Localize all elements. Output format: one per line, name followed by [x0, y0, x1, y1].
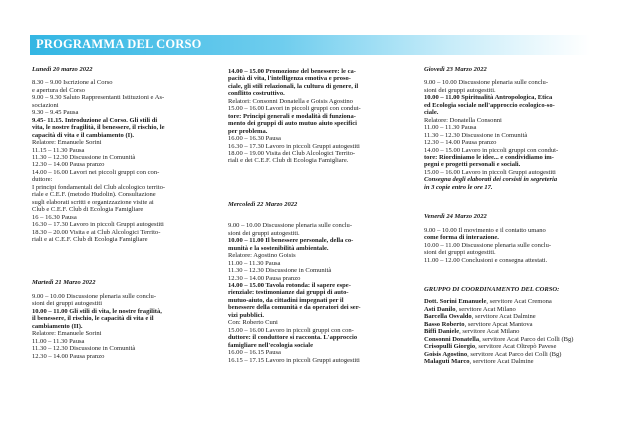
column-tuesday-wednesday: [228, 68, 408, 364]
member-role: , servitore Acat Parco dei Colli (Bg): [467, 350, 562, 358]
schedule-line: riale e C.E.F. (metodo Hudolin). Consultazione: [32, 191, 156, 199]
schedule-line: famigliare nell'ecologia sociale: [228, 341, 313, 349]
schedule-line: 14.00 – 15.00 Lavoro in piccoli gruppi con condut-: [424, 146, 559, 154]
member-name: Dott. Sorini Emanuele: [424, 298, 487, 306]
day-heading: Giovedì 23 Marzo 2022: [424, 66, 487, 73]
schedule-line: 16.00 – 16.30 Pausa: [228, 135, 281, 143]
schedule-line: 10.00 – 11.00 Il benessere personale, della co-: [228, 237, 354, 245]
day-heading: Martedì 21 Marzo 2022: [32, 279, 96, 287]
schedule-line: 11.00 – 11.30 Pausa: [32, 337, 85, 345]
schedule-line: 14.00 – 16.00 Lavori nei piccoli gruppi con con-: [32, 168, 160, 176]
schedule-line: mento dei gruppi di auto mutuo aiuto specifici: [228, 120, 357, 128]
member-item: [424, 336, 600, 343]
schedule-line: 15.00 – 16.00 Lavori in piccoli gruppi con condut-: [228, 105, 361, 113]
member-role: , servitore Acat Dalmine: [471, 313, 536, 321]
schedule-line: sioni dei gruppi autogestiti.: [424, 249, 496, 257]
schedule-line: 16.00 – 16.15 Pausa: [228, 349, 281, 357]
schedule-line: 9.00 – 10.00 Discussione plenaria sulle conclu-: [424, 79, 549, 87]
schedule-line: 11.30 – 12.30 Discussione in Comunità: [424, 131, 528, 139]
schedule-line: vizi pubblici.: [228, 311, 265, 319]
schedule-line: 9.00 – 10.00 Il movimento e il contatto umano: [424, 226, 546, 234]
member-name: Crisopulli Giorgio: [424, 343, 476, 351]
member-name: Malaguti Marco: [424, 358, 470, 366]
schedule-line: 16.30 – 17.30 Lavoro in piccoli Gruppi autogestiti: [32, 221, 164, 229]
schedule-line: 12.30 – 14.00 Pausa pranzo: [32, 352, 105, 360]
member-name: Goisis Agostino: [424, 350, 468, 358]
member-name: Asti Danilo: [424, 305, 456, 313]
schedule-line: 9.00 – 10.00 Discussione plenaria sulle conclu-: [32, 292, 157, 300]
schedule-line: 14.00 – 15.00 Tavola rotonda: il sapere espe-: [228, 281, 351, 289]
member-role: , servitore Acat Milano: [459, 328, 520, 336]
column-thursday-friday: [424, 66, 600, 366]
speaker-line: Relatore: Emanuele Sorini: [32, 330, 102, 338]
schedule-line: cambiamento (II).: [32, 322, 83, 330]
member-name: Consonni Donatella: [424, 335, 480, 343]
schedule-line: 9.30 – 9.45 Pausa: [32, 109, 79, 117]
schedule-line: 14.00 – 15.00 Promozione del benessere: le ca-: [228, 68, 356, 75]
schedule-line: capacità di vita e il cambiamento (I).: [32, 131, 135, 139]
schedule-line: conflitto costruttivo.: [228, 90, 285, 98]
column-monday-tuesday: [32, 66, 210, 360]
speaker-line: Relatore: Agostino Goisis: [228, 252, 296, 260]
day-heading: Mercoledì 22 Marzo 2022: [228, 200, 298, 208]
page-title: PROGRAMMA DEL CORSO: [36, 37, 202, 51]
member-role: , servitore Acat Dalmine: [469, 358, 534, 366]
member-role: , servitore Acat Cremona: [486, 298, 552, 306]
schedule-line: per problema.: [228, 127, 268, 135]
notice-line: in 3 copie entro le ore 17.: [424, 183, 493, 191]
schedule-line: 15.00 – 16.00 Lavoro in piccoli Gruppi autogestiti: [424, 168, 556, 176]
member-item: [424, 321, 600, 328]
schedule-line: 11.00 – 11.30 Pausa: [228, 259, 281, 267]
schedule-line: 9.00 – 9.30 Saluto Rappresentanti Istituzioni e As-: [32, 94, 165, 102]
schedule-line: mutuo-aiuto, da cittadini impegnati per il: [228, 296, 344, 304]
schedule-line: 16 – 16.30 Pausa: [32, 213, 77, 221]
schedule-line: tore: Riordiniamo le idee... e condividiamo im-: [424, 153, 554, 161]
schedule-line: rienziale: testimonianze dai gruppi di auto-: [228, 289, 349, 297]
schedule-line: 10.00 – 11.00 Gli stili di vita, le nostre fragilità,: [32, 307, 162, 315]
schedule-line: 16.15 – 17.15 Lavoro in piccoli Gruppi autogestiti: [228, 356, 360, 364]
member-item: [424, 298, 600, 305]
schedule-line: 12.30 – 14.00 Pausa pranzo: [424, 139, 497, 147]
member-item: [424, 313, 600, 320]
schedule-line: 9.45- 11.15. Introduzione al Corso. Gli stili di: [32, 116, 158, 124]
speaker-line: Con: Roberto Cuni: [228, 319, 278, 327]
member-name: Biffi Daniele: [424, 328, 460, 336]
day-heading: Lunedì 20 marzo 2022: [32, 66, 93, 73]
schedule-line: ciale.: [424, 109, 439, 117]
member-item: [424, 306, 600, 313]
section-banner: [30, 35, 590, 55]
schedule-line: 11.30 – 12.30 Discussione in Comunità: [32, 345, 136, 353]
schedule-line: riali e ai C.E.F. Club di Ecologia Famigliare: [32, 235, 148, 243]
schedule-line: 11.00 – 11.30 Pausa: [424, 124, 477, 132]
schedule-line: e apertura del Corso: [32, 86, 85, 94]
schedule-line: 11.00 – 12.00 Conclusioni e consegna attestati.: [424, 256, 548, 264]
schedule-line: I principi fondamentali del Club alcologico territo-: [32, 183, 166, 191]
schedule-line: vita, le nostre fragilità, il benessere, il rischio, le: [32, 124, 165, 132]
schedule-line: come forma di interazione.: [424, 234, 499, 242]
coordination-group-title: GRUPPO DI COORDINAMENTO DEL CORSO:: [424, 285, 560, 293]
member-name: Barcella Osvaldo: [424, 313, 472, 321]
member-role: , servitore Acat Parco dei Colli (Bg): [479, 335, 574, 343]
schedule-line: sioni dei gruppi autogestiti.: [228, 229, 300, 237]
day-heading: Venerdì 24 Marzo 2022: [424, 213, 487, 221]
member-item: [424, 358, 600, 365]
schedule-line: 11.30 – 12.30 Discussione in Comunità: [32, 153, 136, 161]
member-item: [424, 343, 600, 350]
schedule-line: 10.00 – 11.00 Discussione plenaria sulle conclu-: [424, 241, 552, 249]
member-item: [424, 328, 600, 335]
schedule-line: 15.00 – 16.00 Lavoro in piccoli gruppi con con-: [228, 326, 354, 334]
speaker-line: Relatori: Consonni Donatella e Goisis Agostino: [228, 97, 353, 105]
schedule-line: 11.30 – 12.30 Discussione in Comunità: [228, 267, 332, 275]
schedule-line: 18.00 – 19.00 Visita dei Club Alcologici Territo-: [228, 149, 356, 157]
schedule-line: sugli elaborati scritti e organizzazione visite ai: [32, 198, 154, 206]
schedule-line: riali e dei C.E.F. Club di Ecologia Famigliare.: [228, 157, 349, 165]
member-role: , servitore Acat Milano: [455, 305, 516, 313]
schedule-line: duttore: il conduttore si racconta. L'approccio: [228, 334, 358, 342]
schedule-line: 12.30 – 14.00 Pausa pranzo: [32, 161, 105, 169]
speaker-line: Relatore: Donatella Consonni: [424, 116, 502, 124]
notice-line: Consegna degli elaborati dei corsisti in segreteria: [424, 176, 558, 184]
member-item: [424, 351, 600, 358]
schedule-line: benessere della comunità e da operatori dei ser-: [228, 304, 361, 312]
schedule-line: pegni e progetti personali e sociali.: [424, 161, 521, 169]
speaker-line: Relatore: Emanuele Sorini: [32, 139, 102, 147]
schedule-line: 18.30 – 20.00 Visita e ai Club Alcologici Territo-: [32, 228, 161, 236]
schedule-line: 16.30 – 17.30 Lavoro in piccoli Gruppi autogestiti: [228, 142, 360, 150]
member-role: , servitore Acat Oltrepò Pavese: [475, 343, 557, 351]
schedule-line: il benessere, il rischio, le capacità di vita e il: [32, 315, 154, 323]
schedule-line: 12.30 – 14.00 Pausa pranzo: [228, 274, 301, 282]
schedule-line: 8.30 – 9.00 Iscrizione al Corso: [32, 79, 113, 87]
schedule-line: pacità di vita, l'intelligenza emotiva e proso-: [228, 75, 351, 83]
schedule-line: munità e la sostenibilità ambientale.: [228, 244, 329, 252]
coordination-members-list: [424, 298, 600, 365]
schedule-line: ed Ecologia sociale nell'approccio ecologico-so-: [424, 101, 555, 109]
schedule-line: sociazioni: [32, 101, 59, 109]
schedule-line: Club e C.E.F. Club di Ecologia Famigliare: [32, 206, 144, 214]
schedule-line: 10.00 – 11.00 Spiritualità Antropologica, Etica: [424, 94, 553, 102]
member-role: , servitore Apcat Mantova: [464, 320, 533, 328]
schedule-line: 11.15 – 11.30 Pausa: [32, 146, 85, 154]
schedule-line: duttore:: [32, 176, 53, 184]
schedule-line: sioni dei gruppi autogestiti.: [424, 86, 496, 94]
schedule-line: sioni dei gruppi autogestiti: [32, 300, 103, 308]
schedule-line: ciale, gli stili relazionali, la cultura di genere, il: [228, 82, 359, 90]
schedule-line: 9.00 – 10.00 Discussione plenaria sulle conclu-: [228, 222, 353, 230]
member-name: Basso Roberto: [424, 320, 465, 328]
schedule-line: tore: Principi generali e modalità di funziona-: [228, 112, 356, 120]
